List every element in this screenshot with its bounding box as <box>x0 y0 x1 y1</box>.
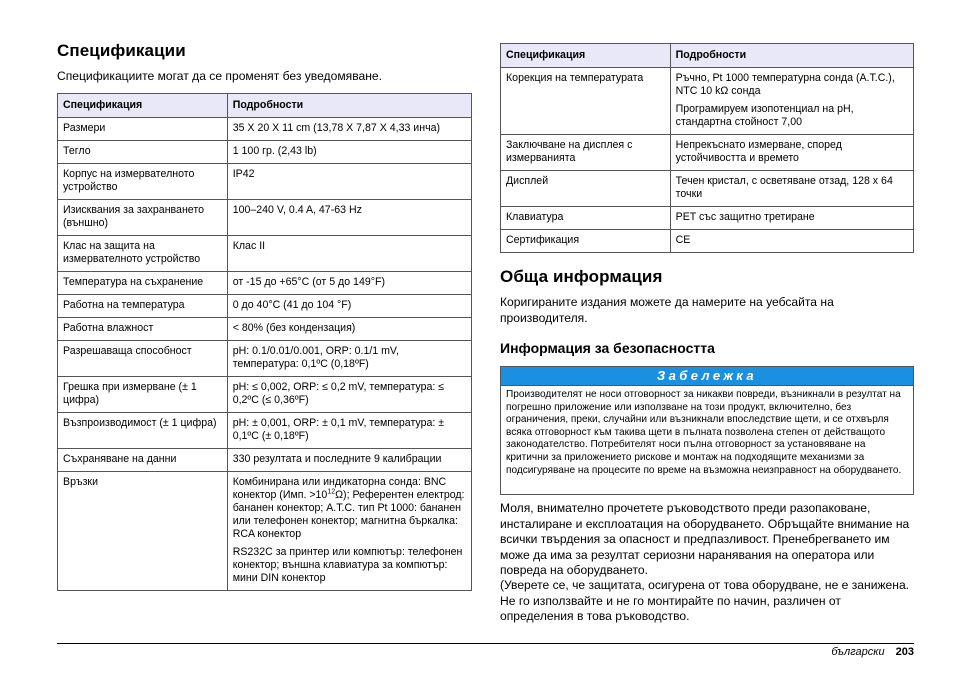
spec-cell: Корпус на измервателното устройство <box>58 164 228 200</box>
table-header-row <box>501 44 914 68</box>
spec-cell: Съхраняване на данни <box>58 449 228 472</box>
details-cell <box>227 200 471 236</box>
details-text: pH: 0.1/0.01/0.001, ORP: 0.1/1 mV, температура: 0,1ºC (0,18ºF) <box>232 345 399 370</box>
details-cell <box>227 118 471 141</box>
table-row <box>58 413 472 449</box>
table-row <box>501 230 914 253</box>
spec-cell: Грешка при измерване (± 1 цифра) <box>58 377 228 413</box>
table-row <box>58 118 472 141</box>
table-row <box>58 341 472 377</box>
details-cell <box>227 341 471 377</box>
details-text: 330 резултата и последните 9 калибрации <box>232 453 442 465</box>
footer-language: български <box>831 646 885 658</box>
details-text: CE <box>675 234 691 246</box>
specifications-intro: Спецификациите могат да се променят без уведомяване. <box>57 69 382 83</box>
spec-cell: Клас на защита на измервателното устройство <box>58 236 228 272</box>
spec-cell: Клавиатура <box>501 207 671 230</box>
details-text-part: Ω); Референтен електрод: бананен конектор; A.T.C. тип Pt 1000: бананен или телефонен конектор; магнитна бъркалка: RCA конектор <box>232 489 465 540</box>
table-row <box>58 472 472 591</box>
details-cell <box>670 68 913 135</box>
safety-paragraph-1: Моля, внимателно прочетете ръководството преди разопаковане, инсталиране и експлоатация на оборудването. Обръщайте внимание на всички твърдения за опасност и предпазливост. Пренебрегването им може да има за резултат сериозни наранявания на оператора или повреда на оборудването. <box>500 501 910 577</box>
section-title-safety: Информация за безопасността <box>500 340 715 356</box>
details-cell <box>227 377 471 413</box>
general-info-text: Коригираните издания можете да намерите на уебсайта на производителя. <box>500 295 834 325</box>
details-cell <box>227 472 471 591</box>
table-header-row <box>58 94 472 118</box>
table-row <box>58 200 472 236</box>
table-row <box>501 171 914 207</box>
specifications-table-left <box>57 93 472 591</box>
details-text: RS232C за принтер или компютър: телефонен конектор; външна клавиатура за компютър: мини DIN конектор <box>232 546 463 584</box>
header-spec: Спецификация <box>501 44 671 68</box>
details-cell <box>227 295 471 318</box>
details-text: 1 100 гр. (2,43 lb) <box>232 145 317 157</box>
page-number: 203 <box>895 646 914 658</box>
superscript: 12 <box>327 488 336 496</box>
details-text: IP42 <box>232 168 255 180</box>
spec-cell: Сертификация <box>501 230 671 253</box>
details-text: Течен кристал, с осветяване отзад, 128 x 64 точки <box>675 175 893 200</box>
table-row <box>58 272 472 295</box>
safety-paragraph-2: (Уверете се, че защитата, осигурена от това оборудване, не е занижена. Не го използвайте и не го монтирайте по начин, различен от определения в това ръководство. <box>500 578 910 623</box>
details-text: 100–240 V, 0.4 A, 47-63 Hz <box>232 204 362 216</box>
spec-cell: Възпроизводимост (± 1 цифра) <box>58 413 228 449</box>
footer-rule <box>57 643 914 644</box>
table-row <box>58 377 472 413</box>
table-row <box>58 236 472 272</box>
note-text: Производителят не носи отговорност за никакви повреди, възникнали в резултат на погрешно приложение или използване на този продукт, включително, без ограничения, преки, случайни или възникнали впоследствие щети, и се отхвърля всяка отговорност към такива щети в пълната позволена степен от действащото законодателство. Потребителят носи пълна отговорност за установяване на критични за приложението рискове и монтаж на подходящите механизми за подсигуряване на процесите по време на възможна неизправност на оборудването. <box>506 389 902 476</box>
spec-cell: Работна влажност <box>58 318 228 341</box>
section-title-specifications: Спецификации <box>57 41 186 60</box>
details-text: от -15 до +65°C (от 5 до 149°F) <box>232 276 385 288</box>
details-text: 35 X 20 X 11 cm (13,78 X 7,87 X 4,33 инча) <box>232 122 441 134</box>
details-cell <box>227 318 471 341</box>
details-text: < 80% (без кондензация) <box>232 322 356 334</box>
spec-cell: Тегло <box>58 141 228 164</box>
table-row <box>58 141 472 164</box>
details-text: pH: ≤ 0,002, ORP: ≤ 0,2 mV, температура: ≤ 0,2ºC (≤ 0,36ºF) <box>232 381 445 406</box>
note-label: Забележка <box>501 367 913 386</box>
spec-cell: Разрешаваща способност <box>58 341 228 377</box>
spec-cell: Работна на температура <box>58 295 228 318</box>
details-cell <box>227 272 471 295</box>
header-spec: Спецификация <box>58 94 228 118</box>
table-row <box>58 318 472 341</box>
details-cell <box>227 449 471 472</box>
details-text: Ръчно, Pt 1000 температурна сонда (A.T.C.), NTC 10 kΩ сонда <box>675 72 895 97</box>
details-cell <box>670 230 913 253</box>
section-title-general-info: Обща информация <box>500 267 663 286</box>
spec-cell: Връзки <box>58 472 228 591</box>
details-text-part: Комбинирана или индикаторна сонда: BNC конектор (Имп. >10 <box>232 476 447 501</box>
details-text: Програмируем изопотенциал на pH, стандартна стойност 7,00 <box>675 103 854 128</box>
spec-cell: Температура на съхранение <box>58 272 228 295</box>
details-cell <box>670 207 913 230</box>
table-row <box>501 207 914 230</box>
spec-cell: Корекция на температурата <box>501 68 671 135</box>
spec-cell: Размери <box>58 118 228 141</box>
details-cell <box>227 141 471 164</box>
details-text: PET със защитно третиране <box>675 211 815 223</box>
table-row <box>58 449 472 472</box>
spec-cell: Изисквания за захранването (външно) <box>58 200 228 236</box>
details-text: pH: ± 0,001, ORP: ± 0,1 mV, температура: ± 0,1ºC (± 0,18ºF) <box>232 417 445 442</box>
details-text: Непрекъснато измерване, според устойчивостта и времето <box>675 139 842 164</box>
spec-cell: Заключване на дисплея с измерванията <box>501 135 671 171</box>
footer <box>831 645 914 659</box>
details-cell <box>227 164 471 200</box>
header-details: Подробности <box>670 44 913 68</box>
table-row <box>58 295 472 318</box>
header-details: Подробности <box>227 94 471 118</box>
table-row <box>58 164 472 200</box>
table-row <box>501 68 914 135</box>
details-cell <box>670 171 913 207</box>
spec-cell: Дисплей <box>501 171 671 207</box>
table-row <box>501 135 914 171</box>
note-box <box>500 366 914 495</box>
details-text <box>233 476 466 541</box>
details-text: 0 до 40°C (41 до 104 °F) <box>232 299 352 311</box>
details-cell <box>670 135 913 171</box>
specifications-table-right <box>500 43 914 253</box>
details-cell <box>227 413 471 449</box>
details-text: Клас II <box>232 240 266 252</box>
details-cell <box>227 236 471 272</box>
